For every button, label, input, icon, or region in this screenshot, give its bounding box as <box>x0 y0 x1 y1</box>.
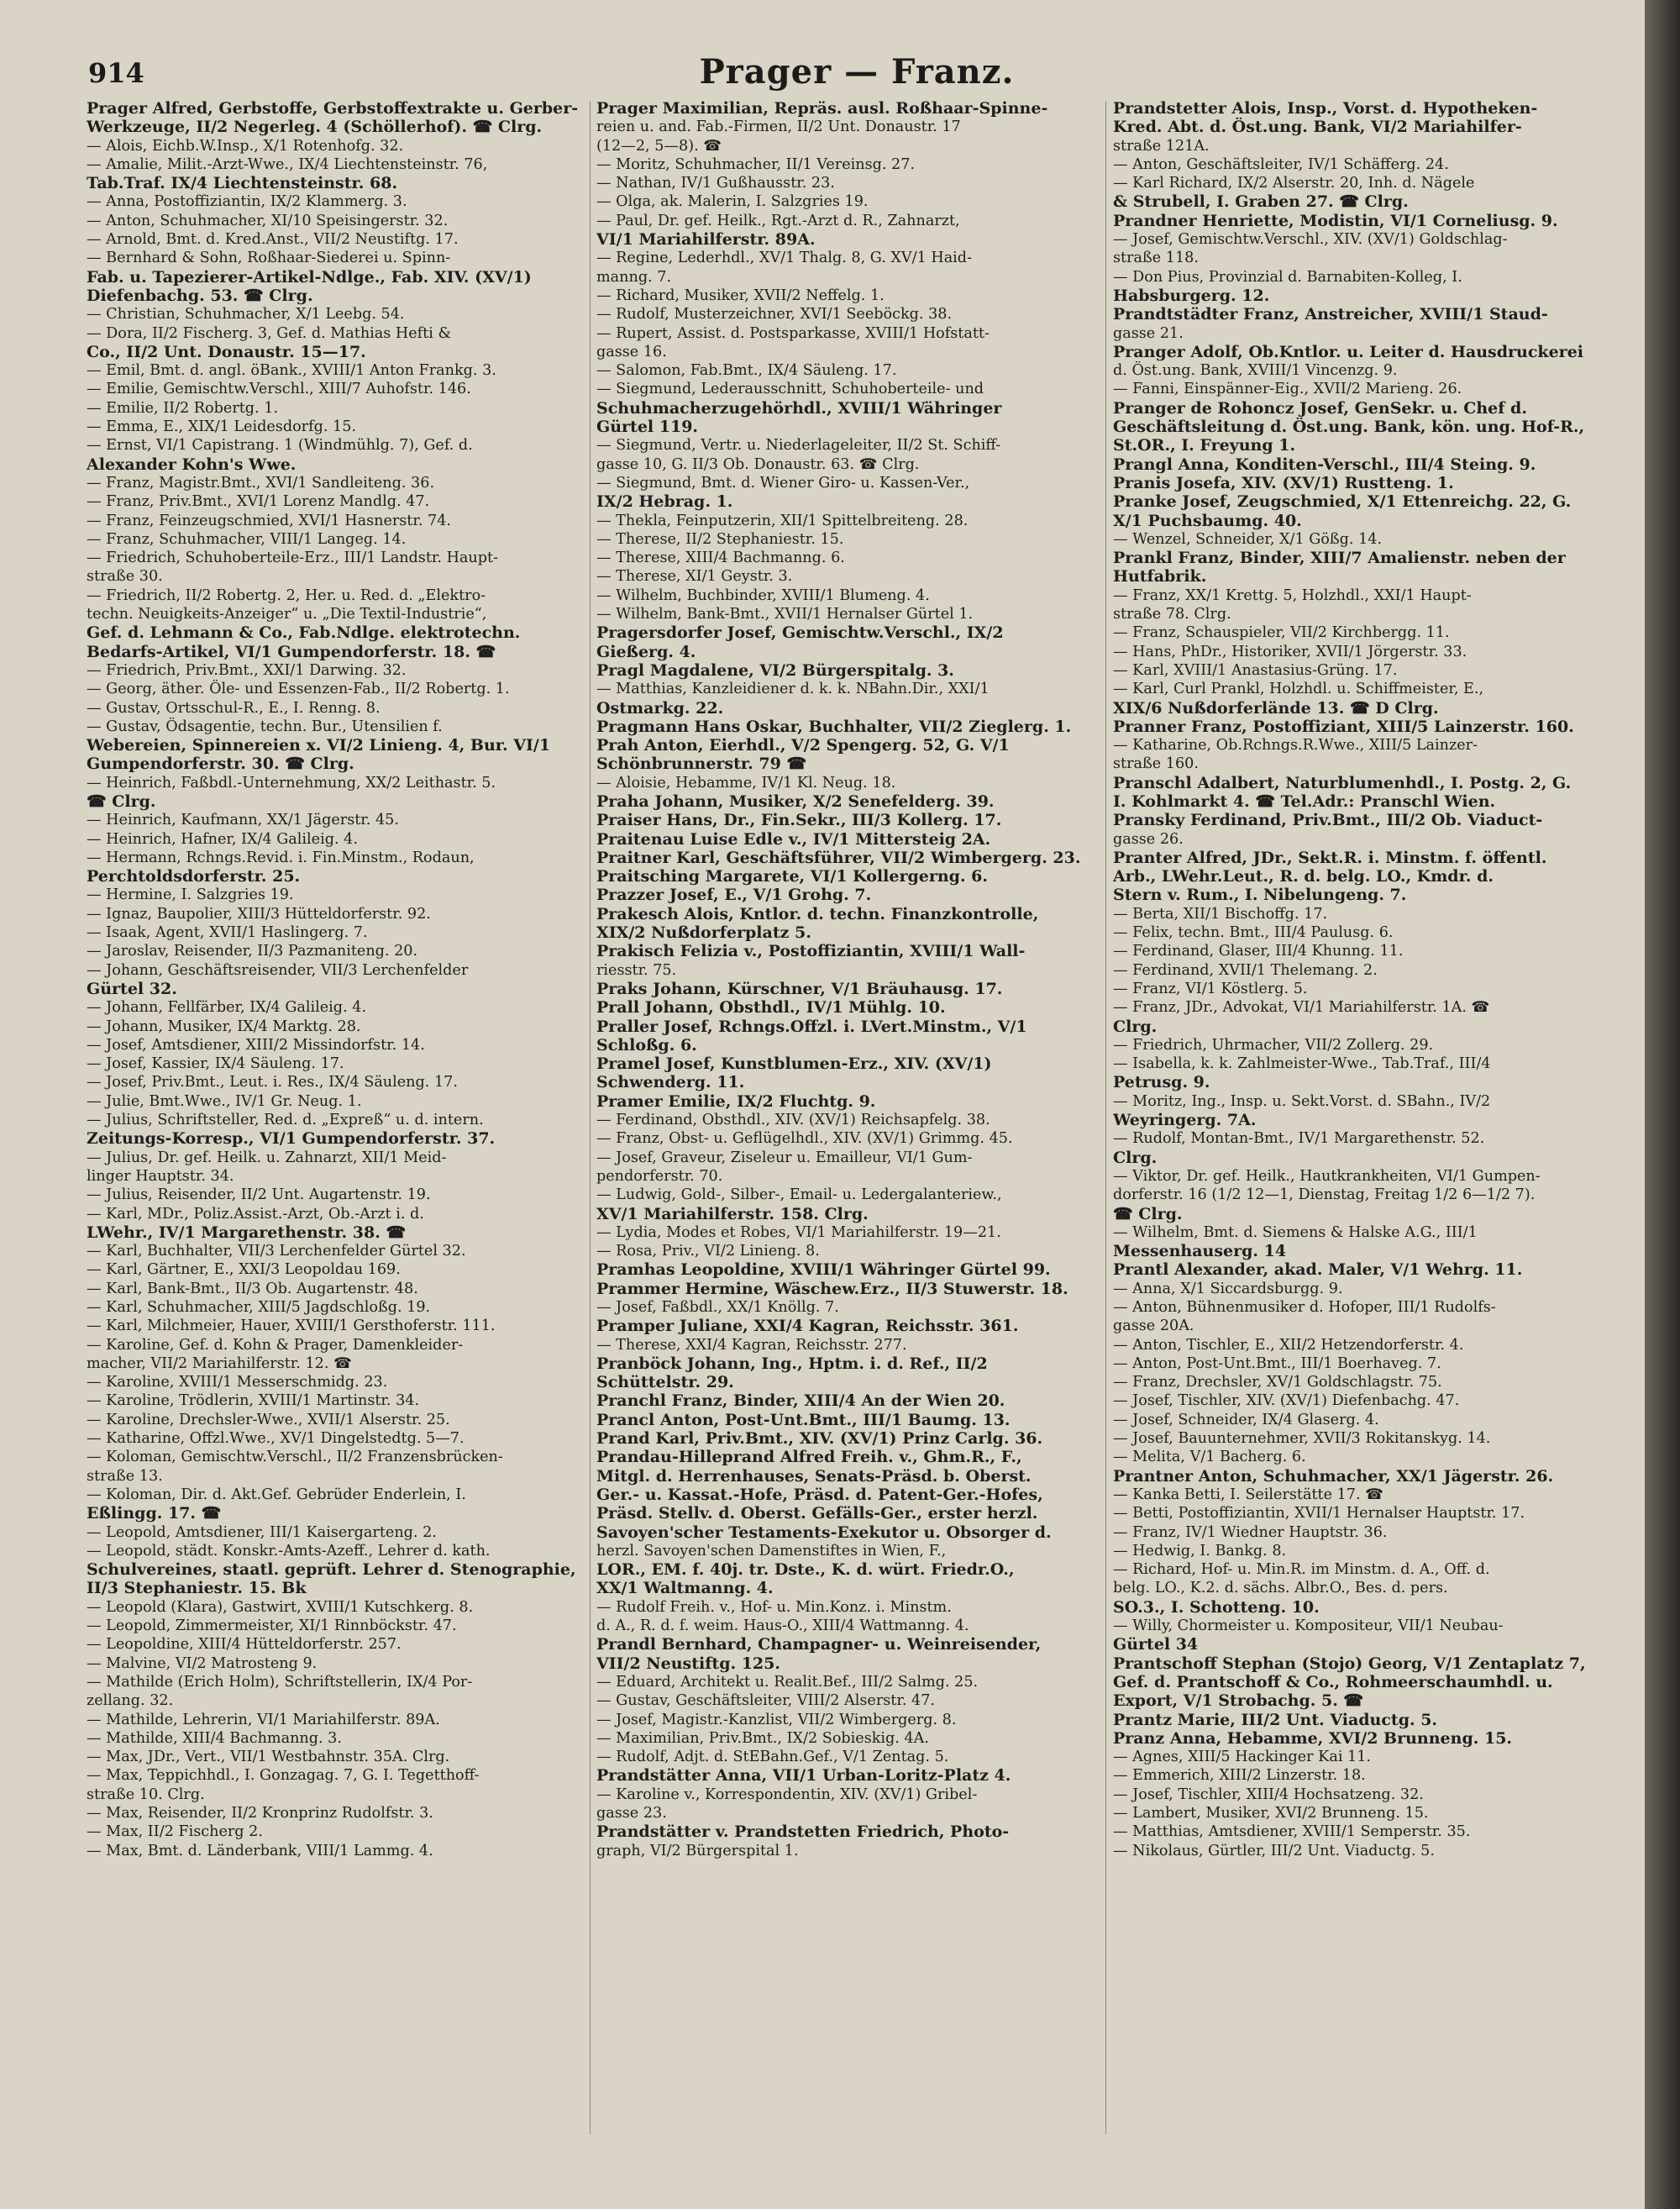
directory-entry: straße 10. Clrg. <box>87 1786 205 1803</box>
directory-entry: — Maximilian, Priv.Bmt., IX/2 Sobieskig. 4A. <box>596 1729 929 1747</box>
directory-entry: — Emil, Bmt. d. angl. öBank., XVIII/1 Anton Frankg. 3. <box>87 362 496 380</box>
directory-entry: — Katharine, Offzl.Wwe., XV/1 Dingelstedtg. 5—7. <box>87 1430 465 1448</box>
directory-entry: Pragl Magdalene, VI/2 Bürgerspitalg. 3. <box>596 660 954 680</box>
directory-entry: — Olga, ak. Malerin, I. Salzgries 19. <box>596 193 869 211</box>
directory-entry: Pranböck Johann, Ing., Hptm. i. d. Ref., II/2 <box>596 1354 988 1373</box>
directory-entry: Schönbrunnerstr. 79 ☎ <box>596 755 807 774</box>
directory-entry: Prandstätter v. Prandstetten Friedrich, Photo- <box>596 1822 1010 1842</box>
directory-entry: Pragersdorfer Josef, Gemischtw.Verschl., IX/2 <box>596 623 1004 643</box>
directory-entry: — Friedrich, Schuhoberteile-Erz., III/1 Landstr. Haupt- <box>87 550 499 567</box>
directory-entry: — Lydia, Modes et Robes, VI/1 Mariahilferstr. 19—21. <box>596 1223 1001 1241</box>
column-divider <box>1105 101 1106 2134</box>
directory-entry: Habsburgerg. 12. <box>1113 286 1270 305</box>
directory-entry: — Paul, Dr. gef. Heilk., Rgt.-Arzt d. R., Zahnarzt, <box>596 212 960 229</box>
directory-entry: Prandstätter Anna, VII/1 Urban-Loritz-Platz 4. <box>596 1766 1011 1786</box>
directory-entry: — Eduard, Architekt u. Realit.Bef., III/2 Salmg. 25. <box>596 1673 979 1691</box>
directory-entry: — Rosa, Priv., VI/2 Linieng. 8. <box>596 1243 820 1260</box>
directory-entry: — Wilhelm, Bmt. d. Siemens & Halske A.G., III/1 <box>1113 1223 1478 1241</box>
directory-entry: Prancl Anton, Post-Unt.Bmt., III/1 Baumg. 13. <box>596 1410 1011 1429</box>
directory-entry: Prantl Alexander, akad. Maler, V/1 Wehrg. 11. <box>1113 1260 1523 1280</box>
directory-entry: — Franz, Feinzeugschmied, XVI/1 Hasnerstr. 74. <box>87 512 452 529</box>
directory-entry: — Ferdinand, Obsthdl., XIV. (XV/1) Reichsapfelg. 38. <box>596 1112 990 1129</box>
directory-entry: — Anton, Geschäftsleiter, IV/1 Schäfferg. 24. <box>1113 155 1449 173</box>
directory-entry: — Johann, Fellfärber, IX/4 Galileig. 4. <box>87 999 367 1017</box>
directory-entry: — Emma, E., XIX/1 Leidesdorfg. 15. <box>87 418 357 436</box>
directory-entry: Praiser Hans, Dr., Fin.Sekr., III/3 Kollerg. 17. <box>596 811 1002 830</box>
directory-entry: — Ferdinand, Glaser, III/4 Khunng. 11. <box>1113 943 1404 960</box>
directory-entry: gasse 10, G. II/3 Ob. Donaustr. 63. ☎ Clrg. <box>596 455 920 473</box>
directory-entry: — Matthias, Amtsdiener, XVIII/1 Semperstr. 35. <box>1113 1823 1471 1841</box>
directory-entry: straße 121A. <box>1113 137 1210 155</box>
directory-entry: Kred. Abt. d. Öst.ung. Bank, VI/2 Mariahilfer- <box>1113 118 1522 137</box>
directory-entry: & Strubell, I. Graben 27. ☎ Clrg. <box>1113 192 1409 212</box>
directory-entry: — Aloisie, Hebamme, IV/1 Kl. Neug. 18. <box>596 774 896 792</box>
directory-entry: Praitsching Margarete, VI/1 Kollergerng. 6. <box>596 867 989 886</box>
directory-entry: — Friedrich, II/2 Robertg. 2, Her. u. Red. d. „Elektro- <box>87 586 486 604</box>
directory-entry: — Heinrich, Faßbdl.-Unternehmung, XX/2 Leithastr. 5. <box>87 774 496 792</box>
directory-entry: LOR., EM. f. 40j. tr. Dste., K. d. würt. Friedr.O., <box>596 1560 1015 1580</box>
directory-entry: — Ernst, VI/1 Capistrang. 1 (Windmühlg. 7), Gef. d. <box>87 437 473 455</box>
directory-entry: Pranger Adolf, Ob.Kntlor. u. Leiter d. Hausdruckerei <box>1113 342 1583 361</box>
directory-entry: — Karl Richard, IX/2 Alserstr. 20, Inh. d. Nägele <box>1113 175 1475 192</box>
directory-entry: — Karl, Gärtner, E., XXI/3 Leopoldau 169. <box>87 1261 401 1279</box>
directory-entry: — Franz, IV/1 Wiedner Hauptstr. 36. <box>1113 1523 1388 1541</box>
directory-entry: — Johann, Geschäftsreisender, VII/3 Lerchenfelder <box>87 961 469 979</box>
directory-entry: Tab.Traf. IX/4 Liechtensteinstr. 68. <box>87 174 398 193</box>
directory-entry: — Leopold (Klara), Gastwirt, XVIII/1 Kutschkerg. 8. <box>87 1598 474 1616</box>
directory-entry: — Richard, Musiker, XVII/2 Neffelg. 1. <box>596 287 885 304</box>
directory-entry: — Richard, Hof- u. Min.R. im Minstm. d. A., Off. d. <box>1113 1561 1490 1579</box>
directory-entry: Weyringerg. 7A. <box>1113 1111 1257 1130</box>
directory-entry: Bedarfs-Artikel, VI/1 Gumpendorferstr. 18. ☎ <box>87 642 496 661</box>
directory-entry: — Julius, Schriftsteller, Red. d. „Expreß“ u. d. intern. <box>87 1112 484 1129</box>
directory-entry: gasse 16. <box>596 343 667 360</box>
directory-entry: dorferstr. 16 (1/2 12—1, Dienstag, Freitag 1/2 6—1/2 7). <box>1113 1186 1536 1204</box>
directory-entry: — Mathilde, Lehrerin, VI/1 Mariahilferstr. 89A. <box>87 1711 440 1728</box>
directory-entry: — Katharine, Ob.Rchngs.R.Wwe., XIII/5 Lainzer- <box>1113 737 1478 755</box>
directory-entry: Pramper Juliane, XXI/4 Kagran, Reichsstr. 361. <box>596 1317 1019 1336</box>
directory-entry: SO.3., I. Schotteng. 10. <box>1113 1597 1320 1617</box>
directory-entry: — Gustav, Geschäftsleiter, VIII/2 Alserstr. 47. <box>596 1692 935 1710</box>
directory-entry: XIX/6 Nußdorferlände 13. ☎ D Clrg. <box>1113 698 1439 718</box>
directory-entry: Clrg. <box>1113 1017 1158 1036</box>
directory-entry: — Josef, Tischler, XIV. (XV/1) Diefenbachg. 47. <box>1113 1392 1460 1410</box>
directory-entry: — Anton, Bühnenmusiker d. Hofoper, III/1 Rudolfs- <box>1113 1299 1496 1316</box>
running-head: Prager — Franz. <box>699 52 1015 92</box>
directory-entry: Pranis Josefa, XIV. (XV/1) Rustteng. 1. <box>1113 473 1454 492</box>
directory-entry: Gießerg. 4. <box>596 642 696 661</box>
directory-entry: Werkzeuge, II/2 Negerleg. 4 (Schöllerhof). ☎ Clrg. <box>87 118 543 137</box>
directory-entry: Prankl Franz, Binder, XIII/7 Amalienstr. neben der <box>1113 549 1566 568</box>
directory-entry: Perchtoldsdorferstr. 25. <box>87 867 301 886</box>
directory-entry: — Karl, XVIII/1 Anastasius-Grüng. 17. <box>1113 661 1398 679</box>
directory-entry: — Emmerich, XIII/2 Linzerstr. 18. <box>1113 1767 1366 1785</box>
directory-entry: techn. Neuigkeits-Anzeiger“ u. „Die Textil-Industrie“, <box>87 606 487 623</box>
directory-entry: Schloßg. 6. <box>596 1035 697 1055</box>
directory-entry: Pransky Ferdinand, Priv.Bmt., III/2 Ob. Viaduct- <box>1113 811 1543 830</box>
directory-entry: — Franz, JDr., Advokat, VI/1 Mariahilferstr. 1A. ☎ <box>1113 999 1490 1017</box>
directory-entry: XV/1 Mariahilferstr. 158. Clrg. <box>596 1204 869 1223</box>
directory-entry: — Max, Bmt. d. Länderbank, VIII/1 Lammg. 4. <box>87 1842 433 1859</box>
directory-entry: ☎ Clrg. <box>1113 1204 1183 1223</box>
directory-entry: — Hedwig, I. Bankg. 8. <box>1113 1542 1287 1559</box>
directory-entry: Prandner Henriette, Modistin, VI/1 Corneliusg. 9. <box>1113 211 1558 230</box>
directory-entry: — Jaroslav, Reisender, II/3 Pazmaniteng. 20. <box>87 943 418 960</box>
directory-entry: — Karl, Schuhmacher, XIII/5 Jagdschloßg. 19. <box>87 1299 431 1316</box>
directory-entry: Praitenau Luise Edle v., IV/1 Mittersteig 2A. <box>596 829 991 849</box>
directory-entry: — Fanni, Einspänner-Eig., XVII/2 Marieng. 26. <box>1113 381 1462 398</box>
directory-entry: Export, V/1 Strobachg. 5. ☎ <box>1113 1691 1364 1711</box>
directory-entry: — Leopoldine, XIII/4 Hütteldorferstr. 257. <box>87 1636 402 1654</box>
directory-entry: — Franz, Schuhmacher, VIII/1 Langeg. 14. <box>87 530 407 548</box>
directory-entry: — Josef, Graveur, Ziseleur u. Emailleur, VI/1 Gum- <box>596 1149 973 1166</box>
directory-entry: — Mathilde (Erich Holm), Schriftstellerin, IX/4 Por- <box>87 1673 473 1691</box>
directory-entry: d. Öst.ung. Bank, XVIII/1 Vincenzg. 9. <box>1113 362 1398 380</box>
directory-entry: Gürtel 32. <box>87 979 177 998</box>
directory-entry: Gef. d. Lehmann & Co., Fab.Ndlge. elektrotechn. <box>87 623 521 643</box>
directory-column-3 <box>1113 99 1630 2133</box>
directory-entry: Zeitungs-Korresp., VI/1 Gumpendorferstr. 37. <box>87 1129 496 1149</box>
directory-entry: — Mathilde, XIII/4 Bachmanng. 3. <box>87 1729 342 1747</box>
directory-entry: — Therese, XIII/4 Bachmanng. 6. <box>596 550 845 567</box>
directory-entry: — Koloman, Dir. d. Akt.Gef. Gebrüder Enderlein, I. <box>87 1486 466 1503</box>
directory-entry: herzl. Savoyen'schen Damenstiftes in Wien, F., <box>596 1542 947 1559</box>
directory-entry: — Ferdinand, XVII/1 Thelemang. 2. <box>1113 961 1378 979</box>
directory-entry: straße 118. <box>1113 250 1199 267</box>
page-number: 914 <box>88 57 144 89</box>
directory-entry: Stern v. Rum., I. Nibelungeng. 7. <box>1113 886 1407 905</box>
directory-entry: — Nikolaus, Gürtler, III/2 Unt. Viaductg. 5. <box>1113 1842 1435 1859</box>
directory-entry: Messenhauserg. 14 <box>1113 1242 1287 1261</box>
directory-entry: — Lambert, Musiker, XVI/2 Brunneng. 15. <box>1113 1805 1429 1822</box>
directory-entry: — Thekla, Feinputzerin, XII/1 Spittelbreiteng. 28. <box>596 512 969 529</box>
directory-column-2 <box>596 99 1099 2133</box>
directory-entry: — Isabella, k. k. Zahlmeister-Wwe., Tab.Traf., III/4 <box>1113 1055 1491 1073</box>
directory-entry: — Bernhard & Sohn, Roßhaar-Siederei u. Spinn- <box>87 250 451 267</box>
directory-entry: Schuhmacherzugehörhdl., XVIII/1 Währinger <box>596 398 1002 418</box>
directory-entry: Pranner Franz, Postoffiziant, XIII/5 Lainzerstr. 160. <box>1113 717 1574 736</box>
directory-entry: — Moritz, Ing., Insp. u. Sekt.Vorst. d. SBahn., IV/2 <box>1113 1092 1491 1110</box>
directory-entry: — Felix, techn. Bmt., III/4 Paulusg. 6. <box>1113 924 1394 942</box>
directory-entry: — Rudolf, Adjt. d. StEBahn.Gef., V/1 Zentag. 5. <box>596 1749 949 1766</box>
directory-entry: Prantschoff Stephan (Stojo) Georg, V/1 Zentaplatz 7, <box>1113 1654 1586 1673</box>
directory-entry: — Ignaz, Baupolier, XIII/3 Hütteldorferstr. 92. <box>87 905 431 923</box>
directory-entry: — Johann, Musiker, IX/4 Marktg. 28. <box>87 1018 361 1035</box>
directory-entry: Prakesch Alois, Kntlor. d. techn. Finanzkontrolle, <box>596 904 1039 923</box>
directory-entry: — Heinrich, Hafner, IX/4 Galileig. 4. <box>87 830 358 848</box>
page-edge-shadow <box>1645 0 1680 2209</box>
directory-entry: — Nathan, IV/1 Gußhausstr. 23. <box>596 175 835 192</box>
directory-entry: Gumpendorferstr. 30. ☎ Clrg. <box>87 755 354 774</box>
directory-entry: — Emilie, Gemischtw.Verschl., XIII/7 Auhofstr. 146. <box>87 381 471 398</box>
directory-entry: zellang. 32. <box>87 1692 174 1710</box>
directory-entry: — Friedrich, Uhrmacher, VII/2 Zollerg. 29. <box>1113 1036 1434 1054</box>
directory-entry: — Wilhelm, Buchbinder, XVIII/1 Blumeng. 4. <box>596 586 930 604</box>
directory-entry: — Franz, Obst- u. Geflügelhdl., XIV. (XV/1) Grimmg. 45. <box>596 1130 1013 1148</box>
directory-entry: — Hans, PhDr., Historiker, XVII/1 Jörgerstr. 33. <box>1113 643 1467 660</box>
directory-entry: Ger.- u. Kassat.-Hofe, Präsd. d. Patent-Ger.-Hofes, <box>596 1485 1043 1504</box>
directory-entry: — Siegmund, Lederausschnitt, Schuhoberteile- und <box>596 381 984 398</box>
directory-entry: Prammer Hermine, Wäschew.Erz., II/3 Stuwerstr. 18. <box>596 1279 1068 1298</box>
directory-entry: XX/1 Waltmanng. 4. <box>596 1579 774 1598</box>
directory-entry: Pramel Josef, Kunstblumen-Erz., XIV. (XV/1) <box>596 1055 992 1074</box>
directory-entry: — Josef, Kassier, IX/4 Säuleng. 17. <box>87 1055 344 1073</box>
directory-entry: — Josef, Tischler, XIII/4 Hochsatzeng. 32. <box>1113 1786 1424 1803</box>
directory-entry: Pranger de Rohoncz Josef, GenSekr. u. Chef d. <box>1113 398 1527 418</box>
directory-entry: straße 13. <box>87 1467 163 1485</box>
directory-entry: — Josef, Faßbdl., XX/1 Knöllg. 7. <box>596 1299 839 1316</box>
directory-entry: — Julius, Dr. gef. Heilk. u. Zahnarzt, XII/1 Meid- <box>87 1149 447 1166</box>
directory-entry: — Arnold, Bmt. d. Kred.Anst., VII/2 Neustiftg. 17. <box>87 231 459 249</box>
directory-entry: — Koloman, Gemischtw.Verschl., II/2 Franzensbrücken- <box>87 1449 503 1466</box>
directory-entry: Praks Johann, Kürschner, V/1 Bräuhausg. 17. <box>596 979 1003 998</box>
directory-entry: — Josef, Magistr.-Kanzlist, VII/2 Wimbergerg. 8. <box>596 1711 957 1728</box>
directory-entry: — Gustav, Ödsagentie, techn. Bur., Utensilien f. <box>87 718 443 735</box>
directory-entry: — Franz, Magistr.Bmt., XVI/1 Sandleiteng. 36. <box>87 474 435 492</box>
directory-entry: — Anton, Tischler, E., XII/2 Hetzendorferstr. 4. <box>1113 1336 1464 1354</box>
directory-entry: Ostmarkg. 22. <box>596 698 724 718</box>
directory-entry: Co., II/2 Unt. Donaustr. 15—17. <box>87 342 366 361</box>
directory-entry: — Emilie, II/2 Robertg. 1. <box>87 399 279 417</box>
directory-entry: Gürtel 119. <box>596 418 699 437</box>
directory-entry: Pranchl Franz, Binder, XIII/4 An der Wien 20. <box>596 1391 1005 1411</box>
directory-entry: — Franz, Schauspieler, VII/2 Kirchbergg. 11. <box>1113 624 1450 642</box>
directory-entry: — Franz, Priv.Bmt., XVI/1 Lorenz Mandlg. 47. <box>87 493 430 511</box>
directory-entry: XIX/2 Nußdorferplatz 5. <box>596 923 811 943</box>
directory-entry: Prall Johann, Obsthdl., IV/1 Mühlg. 10. <box>596 998 946 1018</box>
directory-entry: — Isaak, Agent, XVII/1 Haslingerg. 7. <box>87 924 368 942</box>
directory-entry: Prah Anton, Eierhdl., V/2 Spengerg. 52, G. V/1 <box>596 736 1010 755</box>
directory-entry: graph, VI/2 Bürgerspital 1. <box>596 1842 799 1859</box>
directory-entry: — Karl, Buchhalter, VII/3 Lerchenfelder Gürtel 32. <box>87 1243 466 1260</box>
directory-entry: Praitner Karl, Geschäftsführer, VII/2 Wimbergerg. 23. <box>596 848 1081 867</box>
directory-entry: gasse 21. <box>1113 324 1184 342</box>
directory-entry: Schulvereines, staatl. geprüft. Lehrer d. Stenographie, <box>87 1560 576 1580</box>
directory-entry: Prandau-Hilleprand Alfred Freih. v., Ghm.R., F., <box>596 1448 1022 1467</box>
directory-entry: belg. LO., K.2. d. sächs. Albr.O., Bes. d. pers. <box>1113 1580 1448 1597</box>
directory-entry: — Josef, Gemischtw.Verschl., XIV. (XV/1) Goldschlag- <box>1113 231 1508 249</box>
directory-entry: Prazzer Josef, E., V/1 Grohg. 7. <box>596 886 872 905</box>
directory-entry: Diefenbachg. 53. ☎ Clrg. <box>87 286 313 305</box>
directory-entry: — Agnes, XIII/5 Hackinger Kai 11. <box>1113 1749 1372 1766</box>
directory-entry: Clrg. <box>1113 1148 1158 1167</box>
directory-entry: — Gustav, Ortsschul-R., E., I. Renng. 8. <box>87 699 381 717</box>
directory-entry: — Dora, II/2 Fischerg. 3, Gef. d. Mathias Hefti & <box>87 324 452 342</box>
directory-entry: VII/2 Neustiftg. 125. <box>596 1654 780 1673</box>
directory-entry: manng. 7. <box>596 268 672 286</box>
directory-entry: II/3 Stephaniestr. 15. Bk <box>87 1579 307 1598</box>
directory-entry: ☎ Clrg. <box>87 792 156 811</box>
directory-entry: gasse 20A. <box>1113 1318 1194 1335</box>
directory-entry: — Leopold, städt. Konskr.-Amts-Azeff., Lehrer d. kath. <box>87 1542 491 1559</box>
directory-entry: — Rudolf, Montan-Bmt., IV/1 Margarethenstr. 52. <box>1113 1130 1485 1148</box>
directory-entry: — Karoline, Drechsler-Wwe., XVII/1 Alserstr. 25. <box>87 1411 450 1428</box>
directory-entry: Schwenderg. 11. <box>596 1073 745 1092</box>
directory-entry: — Salomon, Fab.Bmt., IX/4 Säuleng. 17. <box>596 362 897 380</box>
directory-entry: Prandstetter Alois, Insp., Vorst. d. Hypotheken- <box>1113 99 1538 118</box>
directory-entry: — Kanka Betti, I. Seilerstätte 17. ☎ <box>1113 1486 1384 1503</box>
directory-entry: — Leopold, Amtsdiener, III/1 Kaisergarteng. 2. <box>87 1523 437 1541</box>
directory-entry: Präsd. Stellv. d. Oberst. Gefälls-Ger., erster herzl. <box>596 1504 1038 1523</box>
directory-entry: — Hermine, I. Salzgries 19. <box>87 886 294 904</box>
directory-entry: Arb., LWehr.Leut., R. d. belg. LO., Kmdr. d. <box>1113 867 1494 886</box>
directory-entry: — Max, II/2 Fischerg 2. <box>87 1823 263 1841</box>
directory-entry: straße 78. Clrg. <box>1113 606 1231 623</box>
directory-entry: pendorferstr. 70. <box>596 1167 723 1185</box>
directory-entry: Geschäftsleitung d. Öst.ung. Bank, kön. ung. Hof-R., <box>1113 418 1585 437</box>
directory-entry: — Malvine, VI/2 Matrosteng 9. <box>87 1654 318 1672</box>
directory-entry: Alexander Kohn's Wwe. <box>87 455 297 474</box>
directory-entry: Petrusg. 9. <box>1113 1073 1210 1092</box>
directory-entry: Mitgl. d. Herrenhauses, Senats-Präsd. b. Oberst. <box>596 1466 1032 1486</box>
directory-entry: — Melita, V/1 Bacherg. 6. <box>1113 1449 1306 1466</box>
directory-entry: — Therese, II/2 Stephaniestr. 15. <box>596 530 844 548</box>
directory-entry: — Anna, Postoffiziantin, IX/2 Klammerg. 3. <box>87 193 407 211</box>
directory-entry: — Heinrich, Kaufmann, XX/1 Jägerstr. 45. <box>87 812 399 829</box>
directory-entry: — Berta, XII/1 Bischoffg. 17. <box>1113 905 1328 923</box>
column-divider <box>590 101 591 2134</box>
directory-entry: Pranter Alfred, JDr., Sekt.R. i. Minstm. f. öffentl. <box>1113 848 1547 867</box>
directory-entry: Gürtel 34 <box>1113 1635 1199 1654</box>
directory-entry: macher, VII/2 Mariahilferstr. 12. ☎ <box>87 1354 352 1372</box>
directory-entry: Savoyen'scher Testaments-Exekutor u. Obsorger d. <box>596 1523 1052 1542</box>
directory-entry: d. A., R. d. f. weim. Haus-O., XIII/4 Wattmanng. 4. <box>596 1617 969 1635</box>
directory-entry: Eßlingg. 17. ☎ <box>87 1504 222 1523</box>
directory-entry: Pramhas Leopoldine, XVIII/1 Währinger Gürtel 99. <box>596 1260 1051 1280</box>
directory-entry: Prakisch Felizia v., Postoffiziantin, XVIII/1 Wall- <box>596 942 1026 961</box>
directory-entry: St.OR., I. Freyung 1. <box>1113 436 1296 455</box>
directory-entry: — Josef, Priv.Bmt., Leut. i. Res., IX/4 Säuleng. 17. <box>87 1074 458 1091</box>
directory-entry: — Therese, XI/1 Geystr. 3. <box>596 568 793 586</box>
directory-entry: — Anton, Post-Unt.Bmt., III/1 Boerhaveg. 7. <box>1113 1354 1441 1372</box>
directory-entry: Prantner Anton, Schuhmacher, XX/1 Jägerstr. 26. <box>1113 1466 1554 1486</box>
directory-entry: — Don Pius, Provinzial d. Barnabiten-Kolleg, I. <box>1113 268 1462 286</box>
directory-entry: gasse 23. <box>596 1805 667 1822</box>
directory-entry: Prager Alfred, Gerbstoffe, Gerbstoffextrakte u. Gerber- <box>87 99 579 118</box>
directory-entry: — Betti, Postoffiziantin, XVII/1 Hernalser Hauptstr. 17. <box>1113 1505 1525 1523</box>
directory-entry: reien u. and. Fab.-Firmen, II/2 Unt. Donaustr. 17 <box>596 118 961 136</box>
directory-entry: Pramer Emilie, IX/2 Fluchtg. 9. <box>596 1091 876 1111</box>
directory-entry: linger Hauptstr. 34. <box>87 1167 234 1185</box>
directory-entry: gasse 26. <box>1113 830 1184 848</box>
directory-entry: Pranke Josef, Zeugschmied, X/1 Ettenreichg. 22, G. <box>1113 492 1572 512</box>
directory-entry: — Josef, Schneider, IX/4 Glaserg. 4. <box>1113 1411 1379 1428</box>
directory-entry: — Hermann, Rchngs.Revid. i. Fin.Minstm., Rodaun, <box>87 849 475 866</box>
directory-entry: — Rudolf Freih. v., Hof- u. Min.Konz. i. Minstm. <box>596 1598 952 1616</box>
directory-entry: Pranz Anna, Hebamme, XVI/2 Brunneng. 15. <box>1113 1728 1513 1748</box>
directory-entry: Prangl Anna, Konditen-Verschl., III/4 Steing. 9. <box>1113 455 1536 474</box>
directory-entry: — Alois, Eichb.W.Insp., X/1 Rotenhofg. 32. <box>87 137 404 155</box>
directory-entry: — Karoline, XVIII/1 Messerschmidg. 23. <box>87 1374 388 1391</box>
directory-entry: Praha Johann, Musiker, X/2 Senefelderg. 39. <box>596 792 995 811</box>
directory-entry: — Karoline, Trödlerin, XVIII/1 Martinstr. 34. <box>87 1392 420 1410</box>
directory-entry: — Siegmund, Bmt. d. Wiener Giro- u. Kassen-Ver., <box>596 474 970 492</box>
directory-entry: — Karoline v., Korrespondentin, XIV. (XV/1) Gribel- <box>596 1786 978 1803</box>
directory-entry: — Karl, Bank-Bmt., II/3 Ob. Augartenstr. 48. <box>87 1280 418 1297</box>
directory-entry: — Josef, Bauunternehmer, XVII/3 Rokitanskyg. 14. <box>1113 1430 1491 1448</box>
directory-entry: — Therese, XXI/4 Kagran, Reichsstr. 277. <box>596 1336 907 1354</box>
directory-entry: — Georg, äther. Öle- und Essenzen-Fab., II/2 Robertg. 1. <box>87 681 510 698</box>
directory-entry: — Wenzel, Schneider, X/1 Gößg. 14. <box>1113 530 1383 548</box>
directory-entry: — Anna, X/1 Siccardsburgg. 9. <box>1113 1280 1343 1297</box>
directory-entry: — Julie, Bmt.Wwe., IV/1 Gr. Neug. 1. <box>87 1092 362 1110</box>
directory-entry: Schüttelstr. 29. <box>596 1373 734 1392</box>
directory-entry: straße 30. <box>87 568 163 586</box>
directory-entry: — Franz, XX/1 Krettg. 5, Holzhdl., XXI/1 Haupt- <box>1113 586 1472 604</box>
directory-entry: — Regine, Lederhdl., XV/1 Thalg. 8, G. XV/1 Haid- <box>596 250 973 267</box>
directory-entry: — Wilhelm, Bank-Bmt., XVII/1 Hernalser Gürtel 1. <box>596 606 974 623</box>
directory-entry: — Anton, Schuhmacher, XI/10 Speisingerstr. 32. <box>87 212 449 229</box>
directory-entry: Pragmann Hans Oskar, Buchhalter, VII/2 Zieglerg. 1. <box>596 717 1072 736</box>
directory-entry: — Willy, Chormeister u. Kompositeur, VII/1 Neubau- <box>1113 1617 1504 1635</box>
directory-entry: — Karl, MDr., Poliz.Assist.-Arzt, Ob.-Arzt i. d. <box>87 1205 424 1223</box>
directory-entry: — Rudolf, Musterzeichner, XVI/1 Seeböckg. 38. <box>596 306 953 323</box>
directory-entry: riesstr. 75. <box>596 961 677 979</box>
directory-entry: — Julius, Reisender, II/2 Unt. Augartenstr. 19. <box>87 1186 431 1204</box>
directory-entry: Prand Karl, Priv.Bmt., XIV. (XV/1) Prinz Carlg. 36. <box>596 1429 1043 1449</box>
directory-entry: Webereien, Spinnereien x. VI/2 Linieng. 4, Bur. VI/1 <box>87 736 551 755</box>
directory-entry: — Siegmund, Vertr. u. Niederlageleiter, II/2 St. Schiff- <box>596 437 1001 455</box>
directory-entry: Prandl Bernhard, Champagner- u. Weinreisender, <box>596 1635 1042 1654</box>
directory-column-1 <box>87 99 582 2133</box>
directory-entry: — Moritz, Schuhmacher, II/1 Vereinsg. 27. <box>596 155 916 173</box>
page-header <box>88 52 1625 103</box>
directory-entry: — Amalie, Milit.-Arzt-Wwe., IX/4 Liechtensteinstr. 76, <box>87 155 488 173</box>
directory-entry: Prantz Marie, III/2 Unt. Viaductg. 5. <box>1113 1710 1438 1729</box>
directory-entry: Prandtstädter Franz, Anstreicher, XVIII/1 Staud- <box>1113 305 1548 324</box>
directory-entry: — Max, Reisender, II/2 Kronprinz Rudolfstr. 3. <box>87 1805 433 1822</box>
directory-entry: Prager Maximilian, Repräs. ausl. Roßhaar-Spinne- <box>596 99 1048 118</box>
directory-entry: Pranschl Adalbert, Naturblumenhdl., I. Postg. 2, G. <box>1113 773 1572 792</box>
directory-entry: LWehr., IV/1 Margarethenstr. 38. ☎ <box>87 1223 407 1242</box>
directory-entry: — Josef, Amtsdiener, XIII/2 Missindorfstr. 14. <box>87 1036 425 1054</box>
directory-entry: Praller Josef, Rchngs.Offzl. i. LVert.Minstm., V/1 <box>596 1017 1027 1036</box>
directory-entry: — Matthias, Kanzleidiener d. k. k. NBahn.Dir., XXI/1 <box>596 681 990 698</box>
directory-entry: — Leopold, Zimmermeister, XI/1 Rinnböckstr. 47. <box>87 1617 457 1635</box>
directory-entry: — Max, JDr., Vert., VII/1 Westbahnstr. 35A. Clrg. <box>87 1749 450 1766</box>
directory-entry: (12—2, 5—8). ☎ <box>596 137 722 155</box>
directory-entry: — Ludwig, Gold-, Silber-, Email- u. Ledergalanteriew., <box>596 1186 1002 1204</box>
directory-entry: — Karoline, Gef. d. Kohn & Prager, Damenkleider- <box>87 1336 464 1354</box>
directory-entry: VI/1 Mariahilferstr. 89A. <box>596 230 816 250</box>
directory-entry: — Rupert, Assist. d. Postsparkasse, XVIII/1 Hofstatt- <box>596 324 990 342</box>
directory-entry: Hutfabrik. <box>1113 567 1207 586</box>
directory-entry: — Viktor, Dr. gef. Heilk., Hautkrankheiten, VI/1 Gumpen- <box>1113 1167 1541 1185</box>
directory-entry: Fab. u. Tapezierer-Artikel-Ndlge., Fab. XIV. (XV/1) <box>87 267 532 287</box>
directory-entry: — Karl, Curl Prankl, Holzhdl. u. Schiffmeister, E., <box>1113 681 1484 698</box>
directory-entry: IX/2 Hebrag. 1. <box>596 492 733 512</box>
directory-entry: — Friedrich, Priv.Bmt., XXI/1 Darwing. 32. <box>87 661 407 679</box>
directory-entry: straße 160. <box>1113 755 1199 773</box>
directory-entry: — Christian, Schuhmacher, X/1 Leebg. 54. <box>87 306 405 323</box>
directory-entry: — Franz, Drechsler, XV/1 Goldschlagstr. 75. <box>1113 1374 1442 1391</box>
directory-entry: X/1 Puchsbaumg. 40. <box>1113 511 1302 530</box>
directory-entry: — Max, Teppichhdl., I. Gonzagag. 7, G. I. Tegetthoff- <box>87 1767 480 1785</box>
directory-entry: — Franz, VI/1 Köstlerg. 5. <box>1113 980 1308 997</box>
directory-entry: Gef. d. Prantschoff & Co., Rohmeerschaumhdl. u. <box>1113 1672 1553 1691</box>
directory-entry: I. Kohlmarkt 4. ☎ Tel.Adr.: Pranschl Wien. <box>1113 792 1496 811</box>
directory-entry: — Karl, Milchmeier, Hauer, XVIII/1 Gersthoferstr. 111. <box>87 1318 496 1335</box>
